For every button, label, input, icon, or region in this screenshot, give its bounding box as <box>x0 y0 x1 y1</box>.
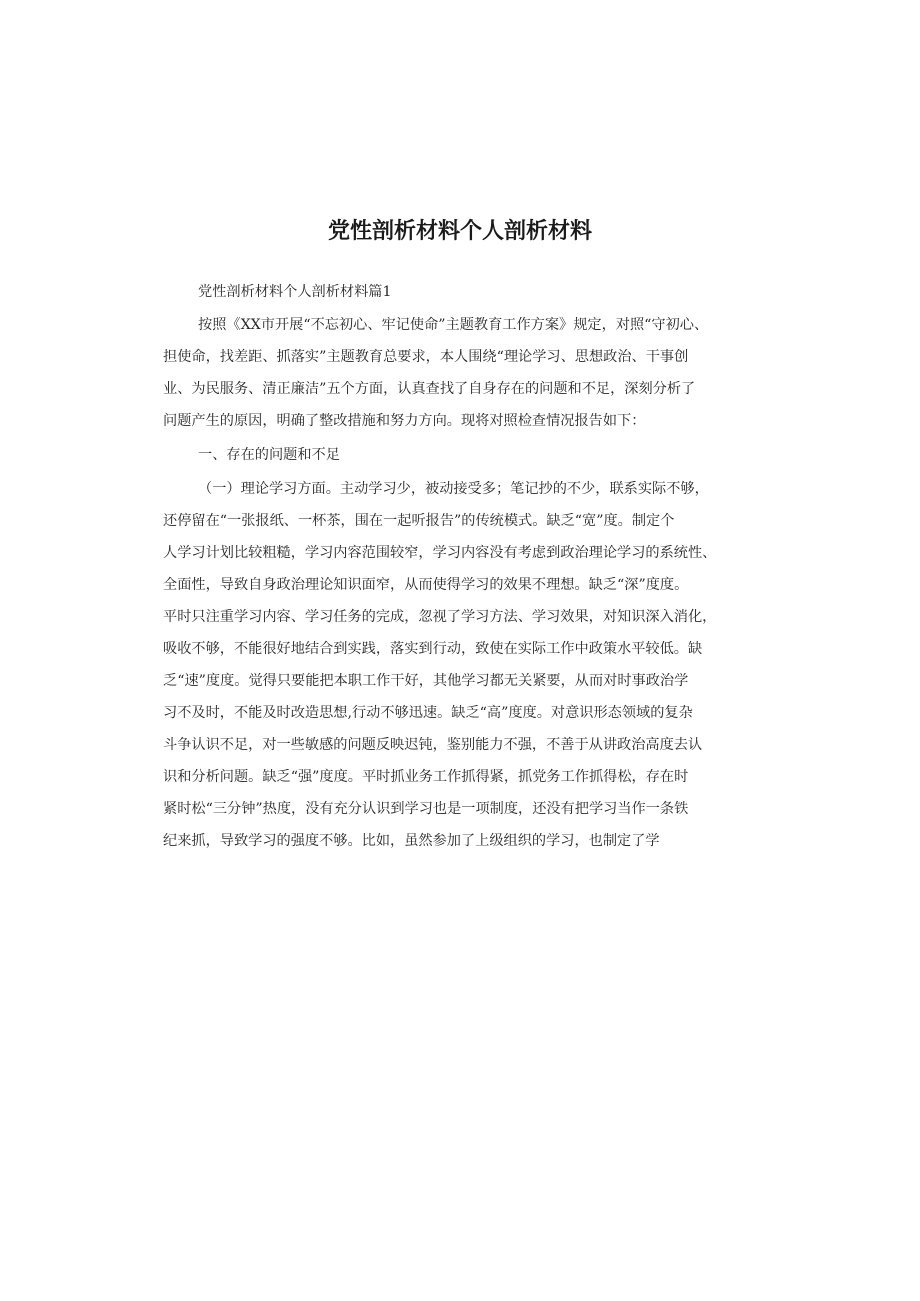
body-line-9: 斗争认识不足，对一些敏感的问题反映迟钝，鉴别能力不强，不善于从讲政治高度去认 <box>163 737 703 753</box>
intro-line-4: 问题产生的原因，明确了整改措施和努力方向。现将对照检查情况报告如下： <box>163 413 646 429</box>
body-line-8: 习不及时，不能及时改造思想,行动不够迅速。缺乏“高”度度。对意识形态领域的复杂 <box>163 705 693 721</box>
body-line-6: 吸收不够，不能很好地结合到实践，落实到行动，致使在实际工作中政策水平较低。缺 <box>163 641 703 657</box>
body-line-11: 紧时松“三分钟”热度，没有充分认识到学习也是一项制度，还没有把学习当作一条铁 <box>163 801 689 817</box>
document-subtitle: 党性剖析材料个人剖析材料篇1 <box>198 284 392 300</box>
body-line-3: 人学习计划比较粗糙，学习内容范围较窄，学习内容没有考虑到政治理论学习的系统性、 <box>163 545 717 561</box>
body-line-4: 全面性，导致自身政治理论知识面窄，从而使得学习的效果不理想。缺乏“深”度度。 <box>163 577 689 593</box>
document-title: 党性剖析材料个人剖析材料 <box>327 219 592 244</box>
body-line-2: 还停留在“一张报纸、一杯茶，围在一起听报告”的传统模式。缺乏“宽”度。制定个 <box>163 513 675 529</box>
intro-line-3: 业、为民服务、清正廉洁”五个方面，认真查找了自身存在的问题和不足，深刻分析了 <box>163 381 696 397</box>
intro-line-2: 担使命，找差距、抓落实”主题教育总要求，本人围绕“理论学习、思想政治、干事创 <box>163 349 689 365</box>
section-heading: 一、存在的问题和不足 <box>198 447 340 463</box>
body-line-1: （一）理论学习方面。主动学习少，被动接受多；笔记抄的不少，联系实际不够， <box>198 481 709 497</box>
body-line-5: 平时只注重学习内容、学习任务的完成，忽视了学习方法、学习效果，对知识深入消化， <box>163 609 717 625</box>
intro-line-1: 按照《XX市开展“不忘初心、牢记使命”主题教育工作方案》规定，对照“守初心、 <box>198 317 709 333</box>
body-line-10: 识和分析问题。缺乏“强”度度。平时抓业务工作抓得紧，抓党务工作抓得松，存在时 <box>163 769 689 785</box>
body-line-7: 乏“速”度度。觉得只要能把本职工作干好，其他学习都无关紧要，从而对时事政治学 <box>163 673 689 689</box>
body-line-12: 纪来抓，导致学习的强度不够。比如，虽然参加了上级组织的学习，也制定了学 <box>163 833 660 849</box>
